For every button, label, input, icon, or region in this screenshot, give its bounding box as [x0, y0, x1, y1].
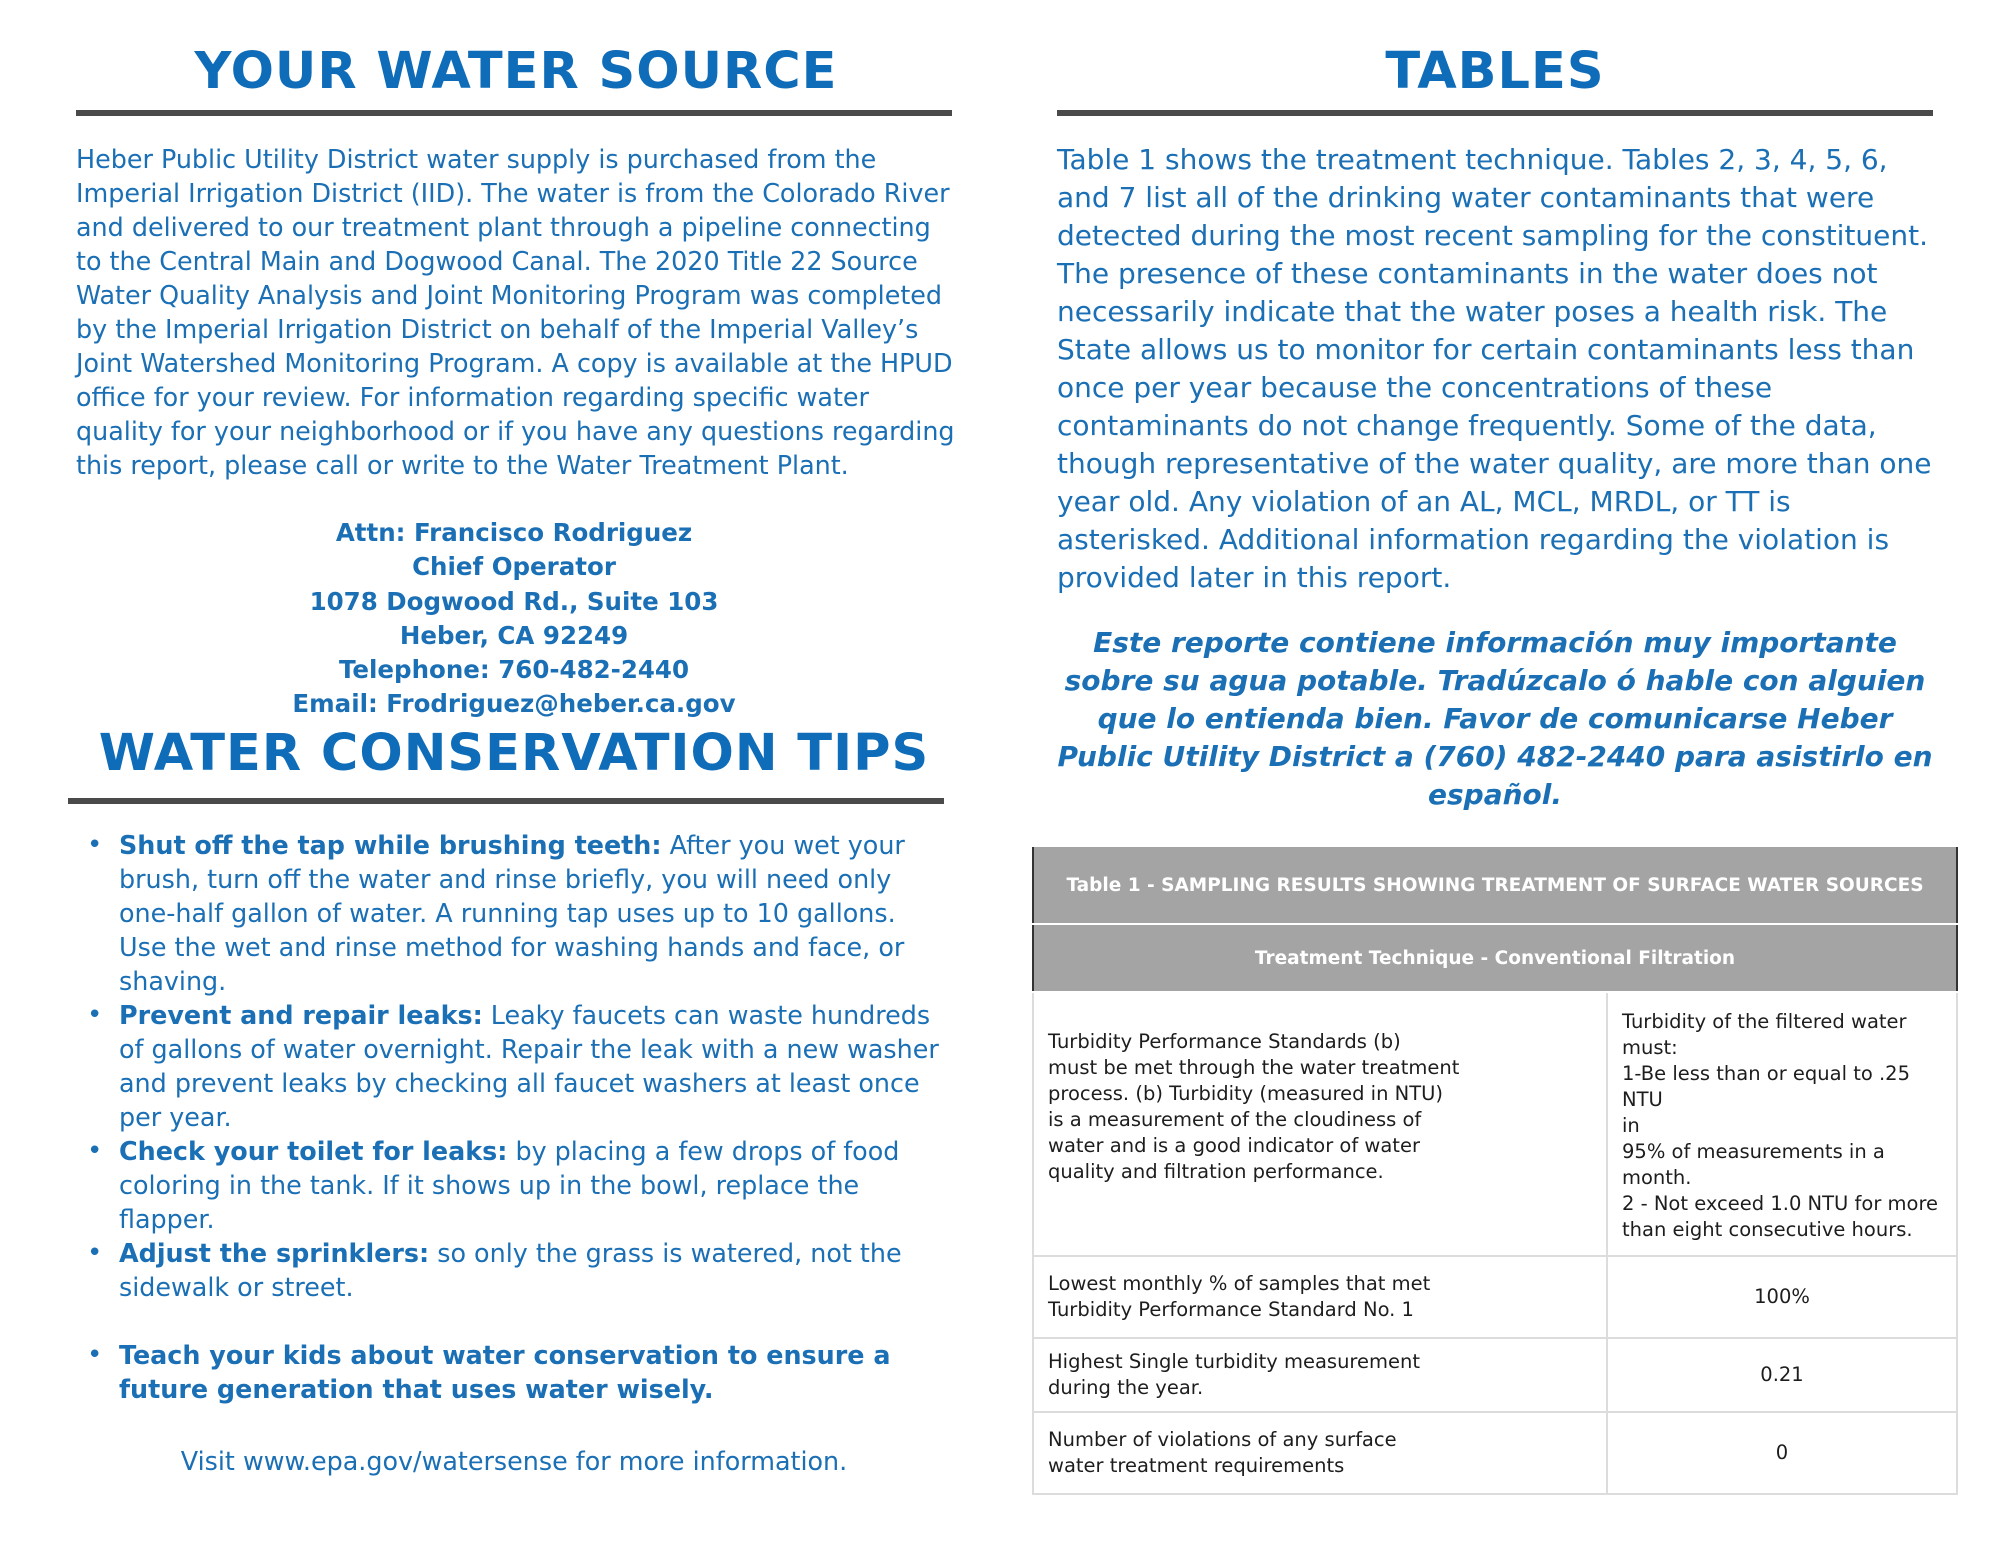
contact-address-line2: Heber, CA 92249 [399, 620, 629, 650]
tip-heading: Prevent and repair leaks: [119, 1000, 483, 1030]
table-cell-value: 100% [1607, 1256, 1957, 1338]
bullet-icon: • [87, 1136, 103, 1166]
table-cell-label: Number of violations of any surface water treatment requirements [1033, 1412, 1607, 1494]
bullet-icon: • [87, 1340, 103, 1370]
contact-address-line1: 1078 Dogwood Rd., Suite 103 [309, 586, 719, 616]
table-cell-value: 0 [1607, 1412, 1957, 1494]
water-source-paragraph: Heber Public Utility District water supply is purchased from the Imperial Irrigation District (IID). The water is from the Colorado River and delivered to our treatment plant through a pipeline connecting to the Central Main and Dogwood Canal. The 2020 Title 22 Source Water Quality Analysis and Joint Monitoring Program was completed by the Imperial Irrigation District on behalf of the Imperial Valley’s Joint Watershed Monitoring Program. A copy is available at the HPUD office for your review. For information regarding specific water quality for your neighborhood or if you have any questions regarding this report, please call or write to the Water Treatment Plant. [76, 144, 955, 480]
bullet-icon: • [87, 1000, 103, 1030]
tables-divider [1057, 110, 1933, 116]
list-item [87, 1236, 949, 1304]
sampling-results-table [1032, 845, 1958, 1495]
table-row [1033, 992, 1957, 1256]
list-item [87, 1134, 949, 1236]
contact-email: Email: Frodriguez@heber.ca.gov [292, 689, 736, 719]
bullet-icon: • [87, 1238, 103, 1268]
water-source-heading: YOUR WATER SOURCE [194, 42, 838, 101]
tip-heading: Teach your kids about water conservation to ensure a future generation that uses water wisely. [119, 1340, 891, 1404]
tip-heading: Adjust the sprinklers: [119, 1238, 430, 1268]
watersense-link-text[interactable]: Visit www.epa.gov/watersense for more information. [180, 1446, 848, 1476]
table-cell-value: Turbidity of the filtered water must: 1-Be less than or equal to .25 NTU in 95% of measurements in a month. 2 - Not exceed 1.0 NTU for more than eight consecutive hours. [1607, 992, 1957, 1256]
conservation-heading: WATER CONSERVATION TIPS [98, 724, 930, 783]
table-subtitle: Treatment Technique - Conventional Filtration [1033, 924, 1957, 992]
bullet-icon: • [87, 830, 103, 860]
contact-phone: Telephone: 760-482-2440 [338, 655, 690, 685]
contact-attn: Attn: Francisco Rodriguez [335, 518, 693, 547]
tip-text: After you wet your brush, turn off the water and rinse briefly, you will need only one-half gallon of water. A running tap uses up to 10 gallons. Use the wet and rinse method for washing hands and face, or shaving. [119, 830, 905, 996]
table-row [1033, 1256, 1957, 1338]
list-item [87, 828, 949, 998]
table-cell-value: 0.21 [1607, 1338, 1957, 1412]
list-item [87, 998, 949, 1134]
table-cell-label: Turbidity Performance Standards (b) must be met through the water treatment process. (b) Turbidity (measured in NTU) is a measurement of the cloudiness of water and is a good indicator of water quality and filtration performance. [1033, 992, 1607, 1256]
list-item [87, 1338, 949, 1406]
contact-role: Chief Operator [412, 552, 616, 582]
spanish-notice: Este reporte contiene información muy importante sobre su agua potable. Tradúzcalo ó hable con alguien que lo entienda bien. Favor de comunicarse Heber Public Utility District a (760) 482-2440 para asistirlo en español. [1057, 626, 1933, 811]
tip-heading: Shut off the tap while brushing teeth: [119, 830, 662, 860]
water-source-divider [76, 110, 952, 116]
tables-heading: TABLES [1385, 42, 1605, 101]
table-row [1033, 1412, 1957, 1494]
tip-text: by placing a few drops of food coloring in the tank. If it shows up in the bowl, replace the flapper. [119, 1136, 900, 1234]
tables-paragraph: Table 1 shows the treatment technique. Tables 2, 3, 4, 5, 6, and 7 list all of the drinking water contaminants that were detected during the most recent sampling for the constituent. The presence of these contaminants in the water does not necessarily indicate that the water poses a health risk. The State allows us to monitor for certain contaminants less than once per year because the concentrations of these contaminants do not change frequently. Some of the data, though representative of the water quality, are more than one year old. Any violation of an AL, MCL, MRDL, or TT is asterisked. Additional information regarding the violation is provided later in this report. [1057, 143, 1932, 594]
table-cell-label: Highest Single turbidity measurement during the year. [1033, 1338, 1607, 1412]
tip-heading: Check your toilet for leaks: [119, 1136, 508, 1166]
contact-block [76, 516, 952, 722]
table-title: Table 1 - SAMPLING RESULTS SHOWING TREATMENT OF SURFACE WATER SOURCES [1033, 846, 1957, 924]
table-cell-label: Lowest monthly % of samples that met Turbidity Performance Standard No. 1 [1033, 1256, 1607, 1338]
conservation-divider [68, 798, 944, 804]
table-row [1033, 1338, 1957, 1412]
tip-text: so only the grass is watered, not the sidewalk or street. [119, 1238, 902, 1302]
tip-text: Leaky faucets can waste hundreds of gallons of water overnight. Repair the leak with a new washer and prevent leaks by checking all faucet washers at least once per year. [119, 1000, 939, 1132]
